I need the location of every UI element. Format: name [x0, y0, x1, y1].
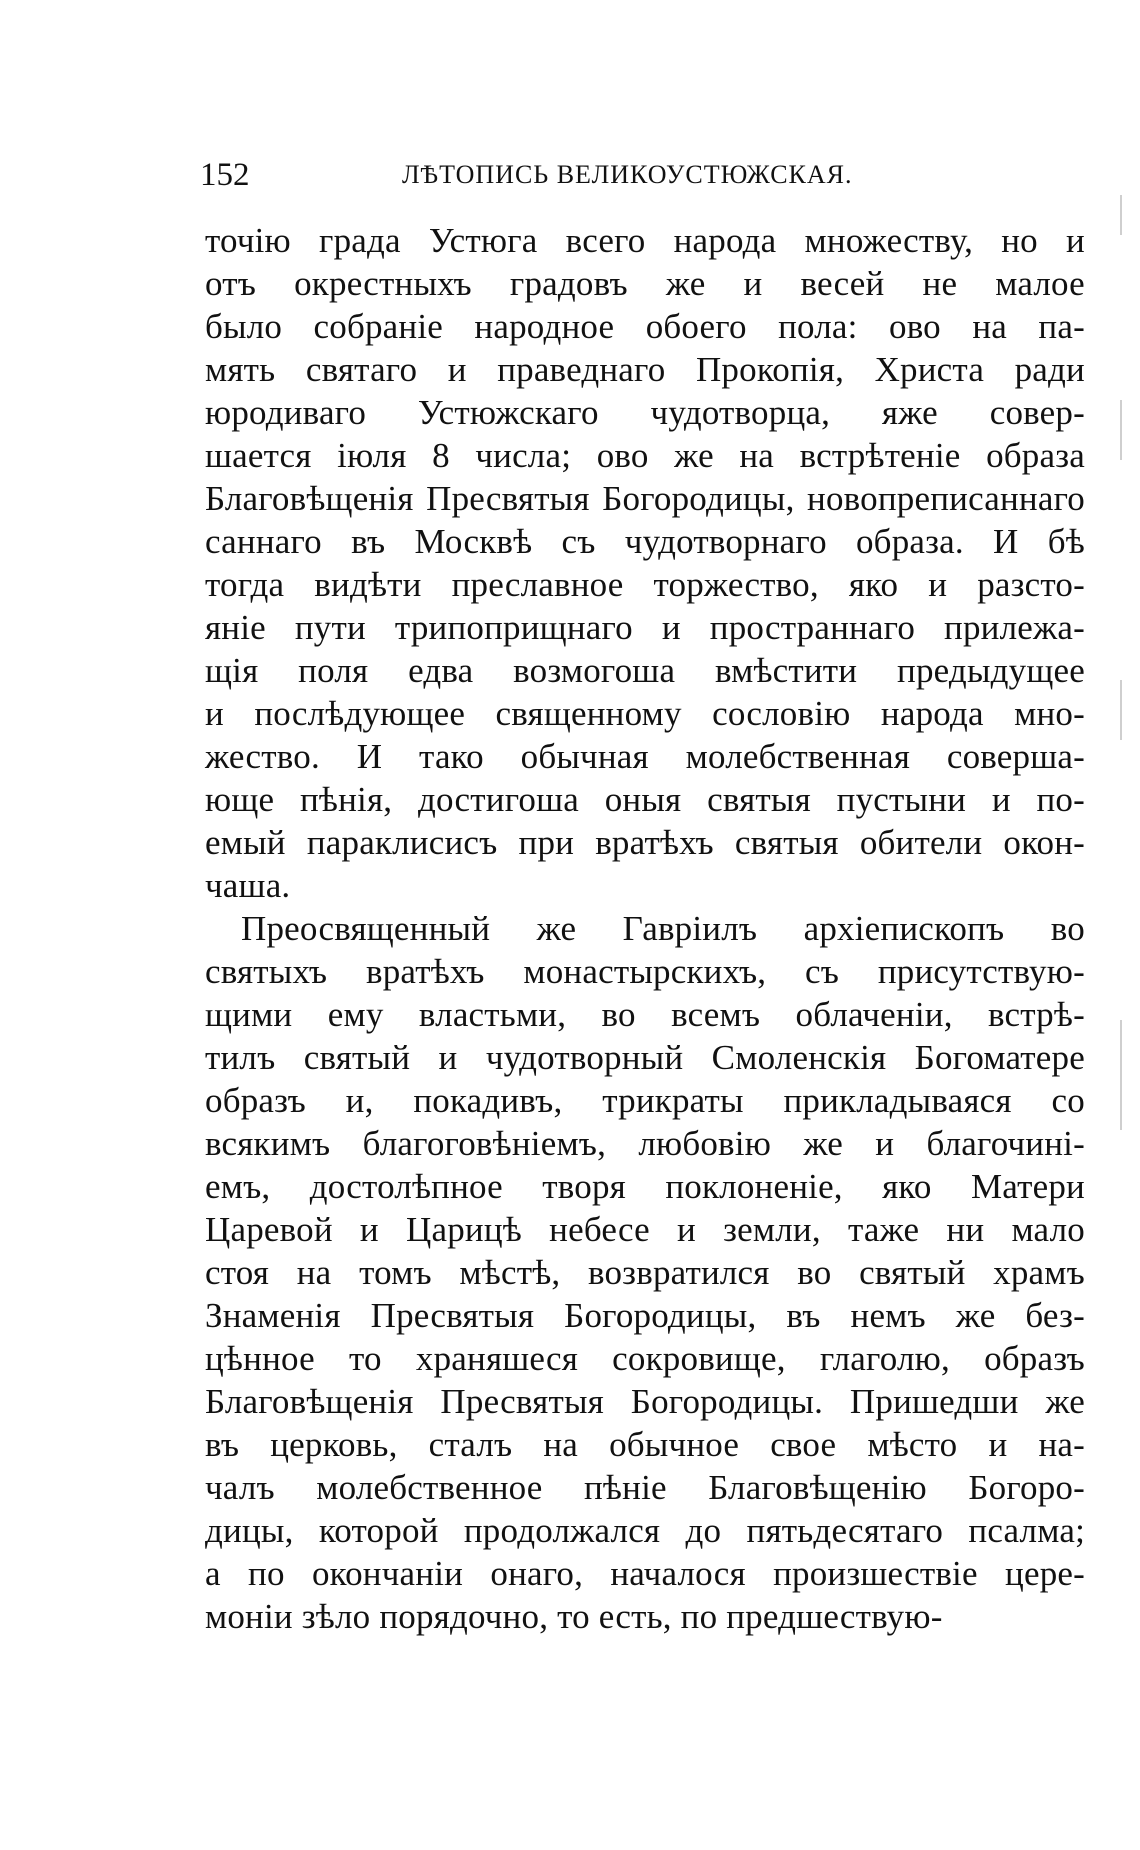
text-line: въ церковь, сталъ на обычное свое мѣсто и на-: [205, 1425, 1085, 1464]
paragraph: [205, 219, 1085, 907]
text-line: щими ему властьми, во всемъ облаченіи, встрѣ-: [205, 995, 1085, 1034]
text-line: щія поля едва возмогоша вмѣстити предыдущее: [205, 651, 1085, 690]
paragraph: [205, 907, 1085, 1638]
margin-rule: [1120, 195, 1122, 235]
text-line: было собраніе народное обоего пола: ово на па-: [205, 307, 1085, 346]
text-line: тилъ святый и чудотворный Смоленскія Богоматере: [205, 1038, 1085, 1077]
page-header: [200, 150, 1090, 200]
text-line: образъ и, покадивъ, трикраты прикладываяся со: [205, 1081, 1085, 1120]
text-line: Знаменія Пресвятыя Богородицы, въ немъ же без-: [205, 1296, 1085, 1335]
text-line: тогда видѣти преславное торжество, яко и разсто-: [205, 565, 1085, 604]
margin-rule: [1120, 1020, 1122, 1130]
text-line: мять святаго и праведнаго Прокопія, Христа ради: [205, 350, 1085, 389]
text-line: моніи зѣло порядочно, то есть, по предшествую-: [205, 1597, 943, 1636]
running-head: ЛѢТОПИСЬ ВЕЛИКОУСТЮЖСКАЯ.: [402, 160, 853, 189]
body-text: [205, 219, 1085, 1638]
text-line: шается іюля 8 числа; ово же на встрѣтеніе образа: [205, 436, 1085, 475]
text-line: саннаго въ Москвѣ съ чудотворнаго образа. И бѣ: [205, 522, 1085, 561]
text-line: юще пѣнія, достигоша оныя святыя пустыни и по-: [205, 780, 1085, 819]
text-line: Благовѣщенія Пресвятыя Богородицы, новопреписаннаго: [205, 479, 1085, 518]
text-line: жество. И тако обычная молебственная соверша-: [205, 737, 1085, 776]
text-line: стоя на томъ мѣстѣ, возвратился во святый храмъ: [205, 1253, 1085, 1292]
text-line: Преосвященный же Гавріилъ архіепископъ во: [241, 909, 1085, 948]
text-line: емъ, достолѣпное творя поклоненіе, яко Матери: [205, 1167, 1085, 1206]
text-line: чаша.: [205, 866, 291, 905]
text-line: святыхъ вратѣхъ монастырскихъ, съ присутствую-: [205, 952, 1085, 991]
text-line: юродиваго Устюжскаго чудотворца, яже совер-: [205, 393, 1085, 432]
page-number: 152: [200, 157, 250, 193]
text-line: Царевой и Царицѣ небесе и земли, таже ни мало: [205, 1210, 1085, 1249]
margin-rule: [1120, 400, 1122, 460]
text-line: а по окончаніи онаго, началося произшествіе цере-: [205, 1554, 1085, 1593]
text-line: отъ окрестныхъ градовъ же и весей не малое: [205, 264, 1085, 303]
text-line: Благовѣщенія Пресвятыя Богородицы. Пришедши же: [205, 1382, 1085, 1421]
text-line: яніе пути трипоприщнаго и пространнаго прилежа-: [205, 608, 1085, 647]
text-line: дицы, которой продолжался до пятьдесятаго псалма;: [205, 1511, 1085, 1550]
text-line: цѣнное то храняшеся сокровище, глаголю, образъ: [205, 1339, 1085, 1378]
text-line: точію града Устюга всего народа множеству, но и: [205, 221, 1085, 260]
margin-rule: [1120, 680, 1122, 740]
text-line: и послѣдующее священному сословію народа мно-: [205, 694, 1085, 733]
text-line: емый параклисисъ при вратѣхъ святыя обители окон-: [205, 823, 1085, 862]
text-line: чалъ молебственное пѣніе Благовѣщенію Богоро-: [205, 1468, 1085, 1507]
text-line: всякимъ благоговѣніемъ, любовію же и благочині-: [205, 1124, 1085, 1163]
